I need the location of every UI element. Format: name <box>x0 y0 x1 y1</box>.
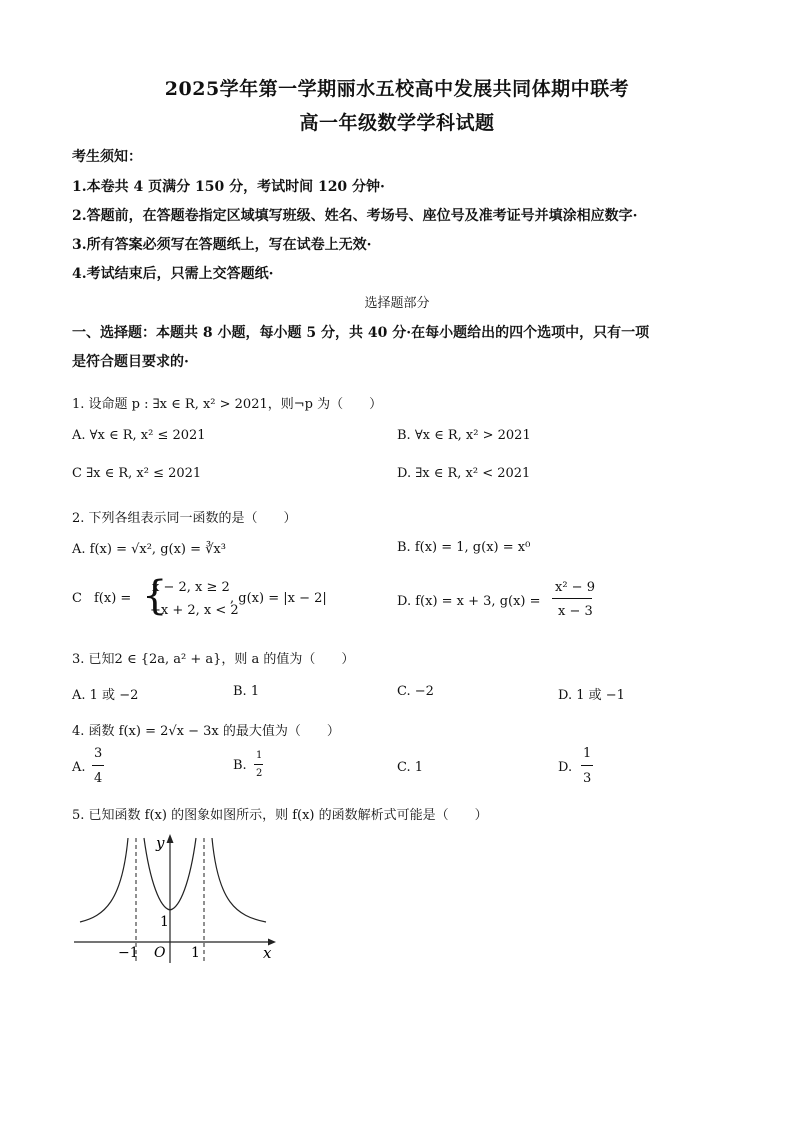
question-2-option-c-label: C <box>72 591 82 606</box>
question-4-option-b: B. <box>233 758 247 773</box>
question-4-option-d-den: 3 <box>583 771 592 786</box>
question-2-option-d-numerator: x² − 9 <box>555 580 595 595</box>
question-2-option-c-case1: x − 2, x ≥ 2 <box>152 580 230 595</box>
tick-label-neg1: −1 <box>118 945 139 961</box>
question-4-option-a-den: 4 <box>94 771 103 786</box>
question-4-option-c: C. 1 <box>397 760 424 775</box>
fraction-bar <box>254 764 263 765</box>
notice-item-3: 3.所有答案必须写在答题纸上，写在试卷上无效· <box>72 237 372 253</box>
question-1-option-d: D. ∃x ∈ R, x² < 2021 <box>397 466 531 481</box>
y-axis-label: y <box>156 834 165 852</box>
question-4-option-a: A. <box>72 760 86 775</box>
question-3-option-b: B. 1 <box>233 684 260 699</box>
function-graph <box>70 830 290 970</box>
question-2-option-a: A. f(x) = √x², g(x) = ∛x³ <box>72 542 226 557</box>
question-3-option-a: A. 1 或 −2 <box>72 688 139 703</box>
y-intercept-label: 1 <box>160 914 169 930</box>
section-instruction-line1: 一、选择题：本题共 8 小题，每小题 5 分，共 40 分·在每小题给出的四个选项中，只有一项 <box>72 325 650 341</box>
section-title: 选择题部分 <box>364 296 430 311</box>
question-3-option-c: C. −2 <box>397 684 434 699</box>
exam-title: 2025学年第一学期丽水五校高中发展共同体期中联考 <box>164 78 630 100</box>
curve-left-branch <box>80 838 128 922</box>
question-2-option-c-case2: −x + 2, x < 2 <box>150 603 239 618</box>
notice-item-4: 4.考试结束后，只需上交答题纸· <box>72 266 274 282</box>
question-4-option-d: D. <box>558 760 573 775</box>
question-1-stem: 1. 设命题 p : ∃x ∈ R, x² > 2021，则¬p 为（ ） <box>72 397 383 412</box>
section-instruction-line2: 是符合题目要求的· <box>72 354 189 370</box>
question-4-stem: 4. 函数 f(x) = 2√x − 3x 的最大值为（ ） <box>72 724 340 739</box>
notice-item-1: 1.本卷共 4 页满分 150 分，考试时间 120 分钟· <box>72 179 385 195</box>
question-3-stem: 3. 已知2 ∈ {2a, a² + a}，则 a 的值为（ ） <box>72 652 355 667</box>
question-2-option-c-gx: , g(x) = |x − 2| <box>230 591 327 606</box>
question-5-stem: 5. 已知函数 f(x) 的图象如图所示，则 f(x) 的函数解析式可能是（ ） <box>72 808 488 823</box>
origin-label: O <box>154 945 166 961</box>
fraction-bar <box>92 765 104 766</box>
notice-heading: 考生须知： <box>72 149 142 165</box>
question-2-option-c-fx: f(x) = <box>94 591 132 606</box>
question-2-option-d: D. f(x) = x + 3, g(x) = <box>397 594 541 609</box>
question-4-option-d-num: 1 <box>583 746 592 761</box>
question-1-option-a: A. ∀x ∈ R, x² ≤ 2021 <box>72 428 206 443</box>
fraction-bar <box>552 598 592 599</box>
tick-label-1: 1 <box>191 945 200 961</box>
question-1-option-b: B. ∀x ∈ R, x² > 2021 <box>397 428 531 443</box>
curve-right-branch <box>212 838 266 922</box>
left-brace-symbol: { <box>142 573 168 619</box>
y-axis-arrow <box>167 834 174 843</box>
x-axis-label: x <box>263 944 272 962</box>
fraction-bar <box>581 765 593 766</box>
question-2-option-d-denominator: x − 3 <box>558 604 593 619</box>
notice-item-2: 2.答题前，在答题卷指定区域填写班级、姓名、考场号、座位号及准考证号并填涂相应数字· <box>72 208 638 224</box>
question-4-option-a-num: 3 <box>94 746 103 761</box>
question-2-option-b: B. f(x) = 1, g(x) = x⁰ <box>397 540 531 555</box>
question-4-option-b-den: 2 <box>256 768 263 779</box>
question-4-option-b-num: 1 <box>256 750 263 761</box>
question-1-option-c: C ∃x ∈ R, x² ≤ 2021 <box>72 466 202 481</box>
exam-subtitle: 高一年级数学学科试题 <box>299 112 495 134</box>
question-2-stem: 2. 下列各组表示同一函数的是（ ） <box>72 511 297 526</box>
question-3-option-d: D. 1 或 −1 <box>558 688 625 703</box>
